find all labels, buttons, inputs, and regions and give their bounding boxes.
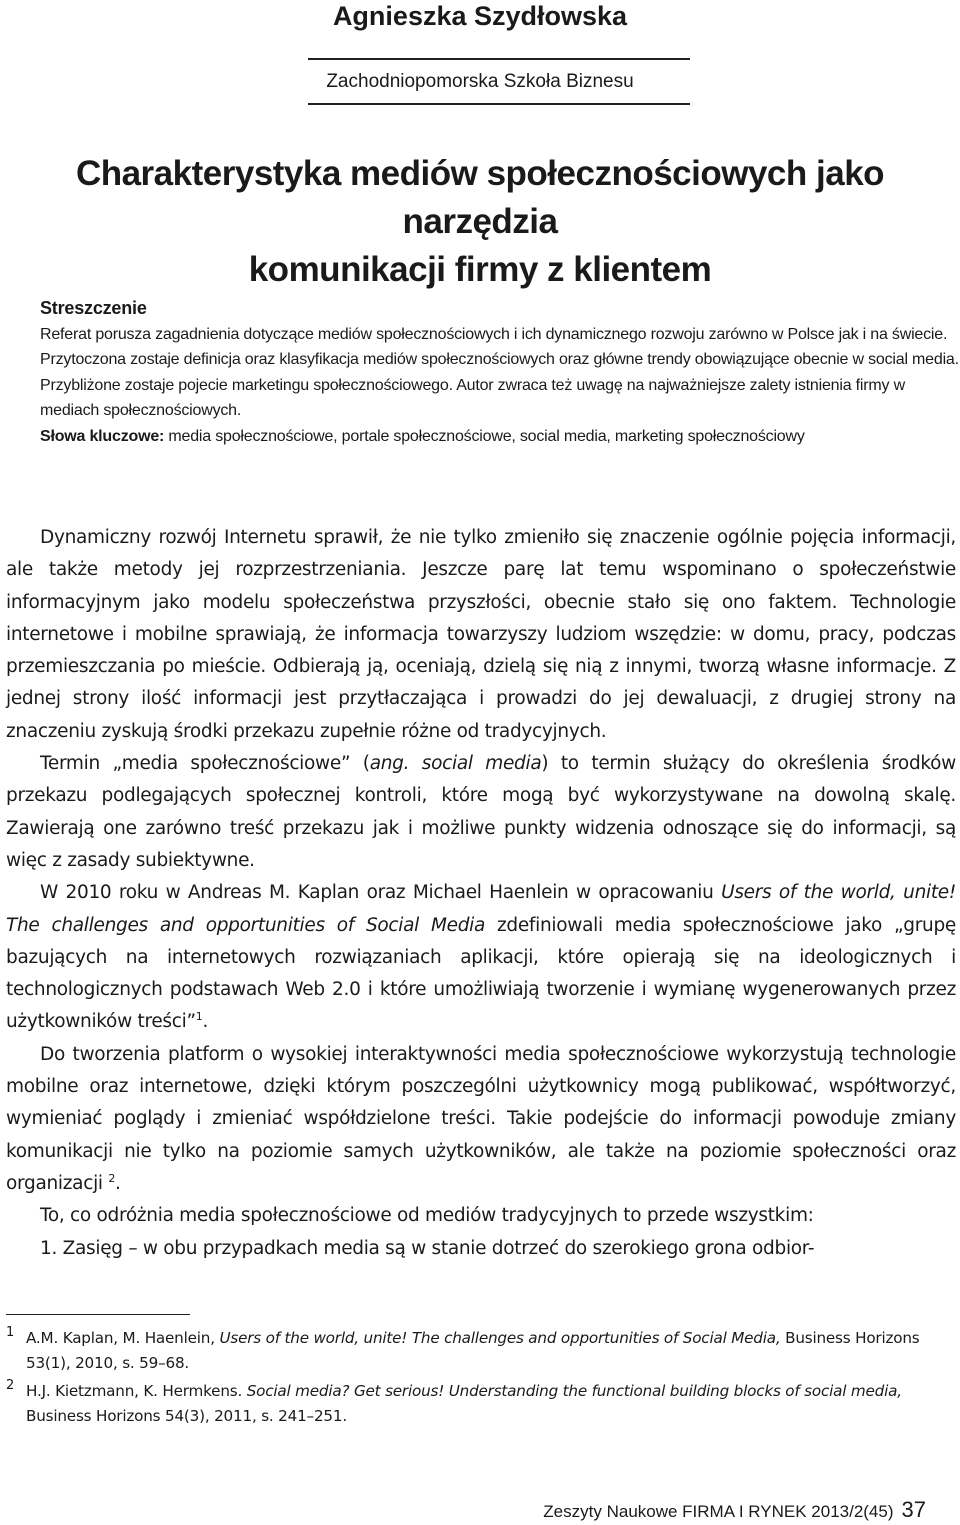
list-item-1: 1. Zasięg – w obu przypadkach media są w stanie dotrzeć do szerokiego grona odbior- <box>40 1237 815 1259</box>
title-line-1: Charakterystyka mediów społecznościowych jako narzędzia <box>75 154 885 241</box>
page-number: 37 <box>901 1497 926 1522</box>
footnote-title: Social media? Get serious! Understanding the functional building blocks of social media, <box>246 1382 902 1400</box>
footnote-ref-1[interactable]: 1 <box>195 1010 203 1024</box>
paragraph-4-part-b: . <box>115 1172 121 1194</box>
footnote-source: Business Horizons 54(3), 2011, s. 241–251. <box>26 1407 347 1425</box>
paragraph-2-italic: ang. social media <box>369 753 542 775</box>
footnote-source: Business Horizons 53(1), 2010, s. 59–68. <box>26 1329 920 1372</box>
footnote-authors: H.J. Kietzmann, K. Hermkens. <box>26 1382 247 1400</box>
title-line-2: komunikacji firmy z klientem <box>248 250 712 289</box>
footnote-1 <box>6 1326 956 1376</box>
footnote-authors: A.M. Kaplan, M. Haenlein, <box>26 1329 220 1347</box>
paragraph-3-italic-title: Users of the world, unite! The challenges and opportunities of Social Media <box>6 882 956 936</box>
paper-title <box>0 150 960 294</box>
paragraph-4-part-a: Do tworzenia platform o wysokiej interaktywności media społecznościowe wykorzystują technologie mobilne oraz internetowe, dzięki którym poszczególni użytkownicy mogą publikować, współtworzyć, wymieniać poglądy i zmieniać współdzielone treści. Takie podejście do informacji powoduje zmiany komunikacji nie tylko na poziomie samych użytkowników, ale także na poziomie społeczności oraz organizacji <box>6 1043 956 1194</box>
author-name: Agnieszka Szydłowska <box>332 1 628 31</box>
journal-name: Zeszyty Naukowe FIRMA I RYNEK 2013/2(45) <box>543 1502 894 1521</box>
footnote-ref-2[interactable]: 2 <box>108 1171 116 1185</box>
page-footer <box>543 1497 926 1525</box>
header-rule-bottom <box>308 103 690 105</box>
footnote-title: Users of the world, unite! The challenges and opportunities of Social Media, <box>219 1329 781 1347</box>
paragraph-3 <box>6 877 956 1038</box>
paragraph-3-part-a: W 2010 roku w Andreas M. Kaplan oraz Michael Haenlein w opracowaniu <box>40 882 722 904</box>
footnote-divider <box>6 1314 190 1315</box>
paragraph-5: To, co odróżnia media społecznościowe od mediów tradycyjnych to przede wszystkim: <box>40 1205 814 1227</box>
affiliation: Zachodniopomorska Szkoła Biznesu <box>326 71 634 92</box>
body-text <box>6 522 956 1265</box>
paragraph-3-part-c: . <box>202 1011 209 1033</box>
abstract-text: Referat porusza zagadnienia dotyczące mediów społecznościowych i ich dynamicznego rozwoju zarówno w Polsce jak i na świecie. Przytoczona zostaje definicja oraz klasyfikacja mediów społecznościowych oraz główne trendy obowiązujące obecnie w social media. Przybliżone zostaje pojecie marketingu społecznościowego. Autor zwraca też uwagę na najważniejsze zalety istnienia firmy w mediach społecznościowych. <box>40 325 959 419</box>
keywords <box>40 424 960 450</box>
footnote-number: 2 <box>6 1378 15 1393</box>
paragraph-1: Dynamiczny rozwój Internetu sprawił, że nie tylko zmieniło się znaczenie ogólnie pojęcia informacji, ale także metody jej rozprzestrzeniania. Jeszcze parę lat temu wspominano o społeczeństwie informacyjnym jako modelu społeczeństwa przyszłości, obecnie stało się ono faktem. Technologie internetowe i mobilne sprawiają, że informacja towarzyszy ludziom wszędzie: w domu, pracy, podczas przemieszczania po mieście. Odbierają ją, oceniają, dzielą się nią z innymi, tworzą własne informacje. Z jednej strony ilość informacji jest przytłaczająca i prowadzi do jej dewaluacji, z drugiej strony na znaczeniu zyskują środki przekazu zupełnie różne od tradycyjnych. <box>6 527 956 742</box>
paragraph-3-part-b: zdefiniowali media społecznościowe jako „grupę bazujących na internetowych rozwiązaniach aplikacji, które opierają się na ideologicznych i technologicznych podstawach Web 2.0 i które umożliwiają tworzenie i wymianę wygenerowanych przez użytkowników treści” <box>6 914 956 1033</box>
header-rule-top <box>308 58 690 60</box>
footnotes <box>6 1326 956 1432</box>
paragraph-2-part-b: ) to termin służący do określenia środków przekazu podlegających społecznej kontroli, które mogą być wykorzystywane na dowolną skalę. Zawierają one zarówno treść przekazu jak i możliwe punkty widzenia odnoszące się do informacji, są więc z zasady subiektywne. <box>6 753 956 871</box>
paragraph-4 <box>6 1039 956 1200</box>
footnote-2 <box>6 1379 956 1429</box>
keywords-list: media społecznościowe, portale społecznościowe, social media, marketing społecznościowy <box>164 427 805 445</box>
paragraph-2 <box>6 748 956 877</box>
abstract-heading: Streszczenie <box>40 298 147 318</box>
abstract <box>40 296 960 449</box>
keywords-label: Słowa kluczowe: <box>40 427 165 445</box>
footnote-number: 1 <box>6 1325 15 1340</box>
paragraph-2-part-a: Termin „media społecznościowe” ( <box>40 753 370 775</box>
